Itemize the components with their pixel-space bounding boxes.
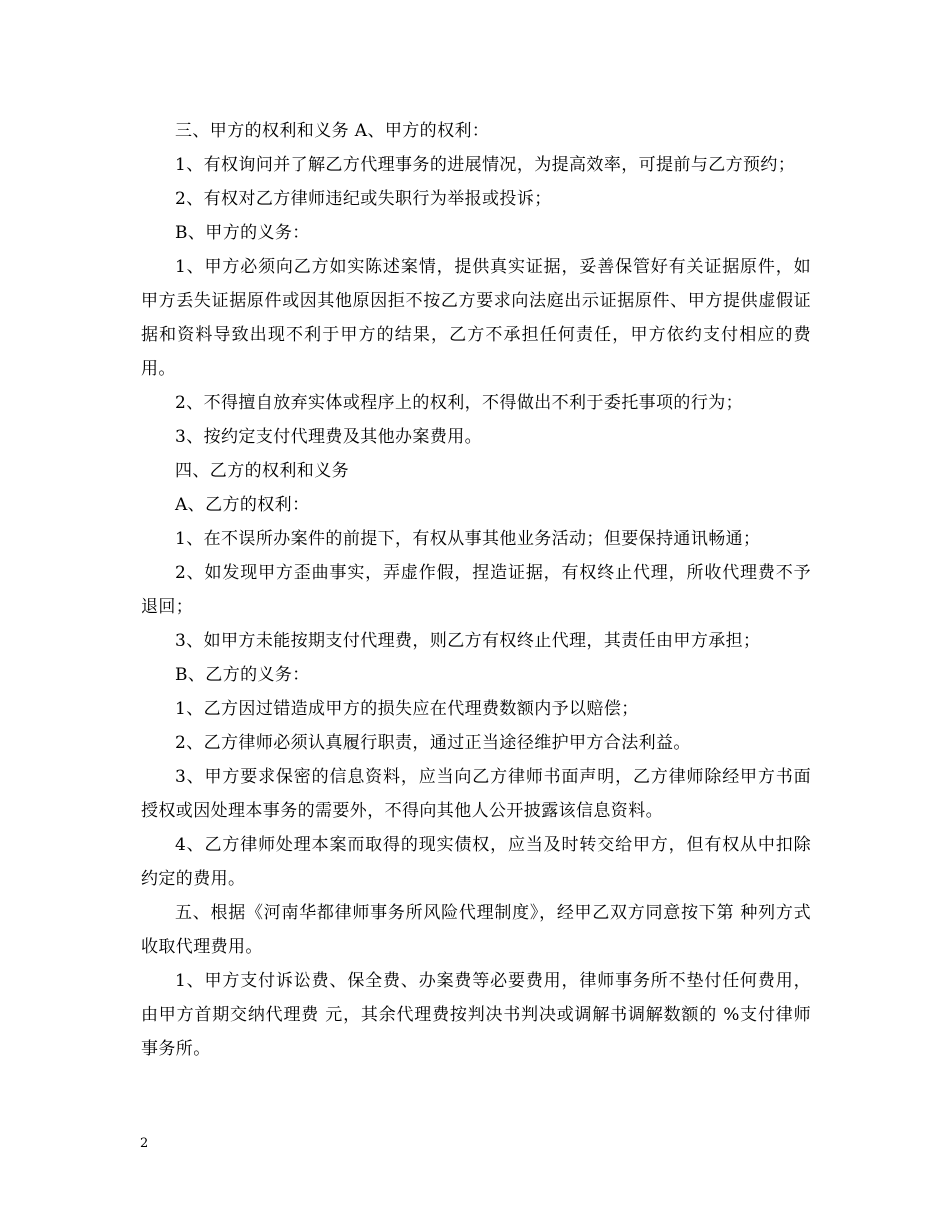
paragraph: 3、按约定支付代理费及其他办案费用。 [175, 427, 483, 447]
paragraph: 1、有权询问并了解乙方代理事务的进展情况，为提高效率，可提前与乙方预约； [175, 155, 796, 175]
paragraph: 2、不得擅自放弃实体或程序上的权利，不得做出不利于委托事项的行为； [175, 393, 744, 413]
paragraph: 1、乙方因过错造成甲方的损失应在代理费数额内予以赔偿； [175, 699, 639, 719]
paragraph: 三、甲方的权利和义务 A、甲方的权利： [175, 121, 490, 141]
document-body [141, 114, 811, 1066]
paragraph: B、乙方的义务： [175, 665, 310, 685]
paragraph: 4、乙方律师处理本案而取得的现实债权，应当及时转交给甲方，但有权从中扣除约定的费用。 [141, 835, 811, 889]
paragraph: 四、乙方的权利和义务 [175, 461, 349, 481]
paragraph: 2、有权对乙方律师违纪或失职行为举报或投诉； [175, 189, 552, 209]
paragraph: 1、甲方必须向乙方如实陈述案情，提供真实证据，妥善保管好有关证据原件，如甲方丢失证据原件或因其他原因拒不按乙方要求向法庭出示证据原件、甲方提供虚假证据和资料导致出现不利于甲方的结果，乙方不承担任何责任，甲方依约支付相应的费用。 [141, 257, 811, 379]
paragraph: 3、如甲方未能按期支付代理费，则乙方有权终止代理，其责任由甲方承担； [175, 631, 761, 651]
paragraph: A、乙方的权利： [175, 495, 310, 515]
paragraph: 1、甲方支付诉讼费、保全费、办案费等必要费用，律师事务所不垫付任何费用，由甲方首期交纳代理费 元，其余代理费按判决书判决或调解书调解数额的 %支付律师事务所。 [141, 971, 811, 1059]
page-number: 2 [140, 1136, 149, 1151]
paragraph: 2、如发现甲方歪曲事实，弄虚作假，捏造证据，有权终止代理，所收代理费不予退回； [141, 563, 811, 617]
paragraph: 2、乙方律师必须认真履行职责，通过正当途径维护甲方合法利益。 [175, 733, 691, 753]
paragraph: 1、在不误所办案件的前提下，有权从事其他业务活动；但要保持通讯畅通； [175, 529, 761, 549]
paragraph: 3、甲方要求保密的信息资料，应当向乙方律师书面声明，乙方律师除经甲方书面授权或因处理本事务的需要外，不得向其他人公开披露该信息资料。 [141, 767, 811, 821]
paragraph: B、甲方的义务： [175, 223, 310, 243]
paragraph: 五、根据《河南华都律师事务所风险代理制度》，经甲乙双方同意按下第 种列方式收取代理费用。 [141, 903, 811, 957]
